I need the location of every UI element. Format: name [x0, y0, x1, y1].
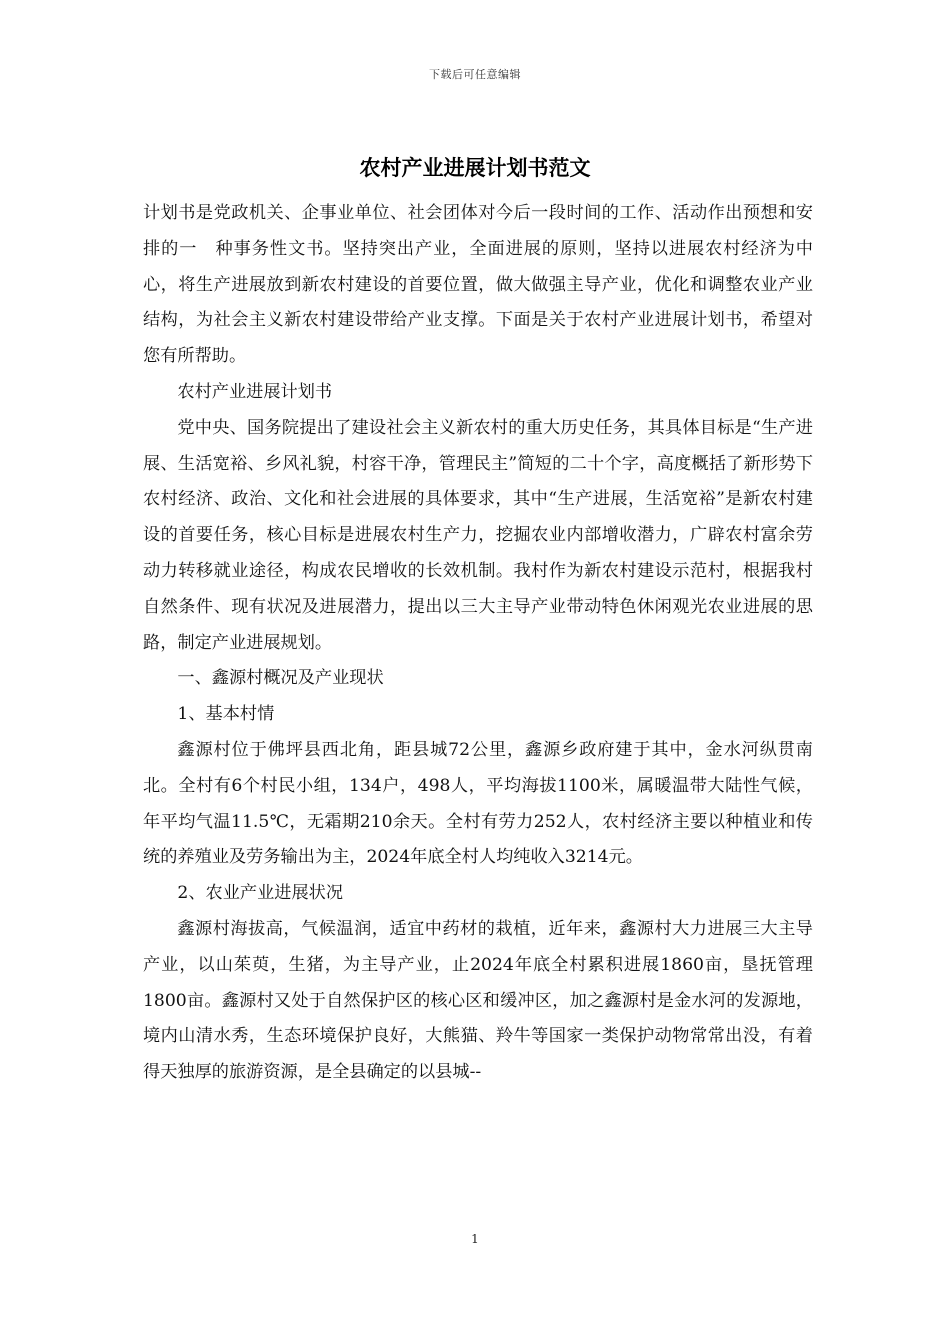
body-paragraph: 鑫源村位于佛坪县西北角，距县城72公里，鑫源乡政府建于其中，金水河纵贯南北。全村有6个村民小组，134户，498人，平均海拔1100米，属暖温带大陆性气候，年平均气温11.5℃，无霜期210余天。全村有劳力252人，农村经济主要以种植业和传统的养殖业及劳务输出为主，2024年底全村人均纯收入3214元。 [143, 739, 813, 868]
document-body [143, 196, 813, 1091]
section-heading: 一、鑫源村概况及产业现状 [177, 668, 384, 689]
header-note: 下载后可任意编辑 [429, 68, 521, 81]
intro-paragraph: 计划书是党政机关、企事业单位、社会团体对今后一段时间的工作、活动作出预想和安排的一 种事务性文书。坚持突出产业，全面进展的原则，坚持以进展农村经济为中心，将生产进展放到新农村建设的首要位置，做大做强主导产业，优化和调整农业产业结构，为社会主义新农村建设带给产业支撑。下面是关于农村产业进展计划书，希望对您有所帮助。 [143, 203, 813, 367]
subsection-heading: 1、基本村情 [177, 704, 275, 725]
subtitle-paragraph: 农村产业进展计划书 [177, 381, 333, 402]
body-paragraph: 党中央、国务院提出了建设社会主义新农村的重大历史任务，其具体目标是“生产进展、生活宽裕、乡风礼貌，村容干净，管理民主”简短的二十个字，高度概括了新形势下农村经济、政治、文化和社会进展的具体要求，其中“生产进展，生活宽裕”是新农村建设的首要任务，核心目标是进展农村生产力，挖掘农业内部增收潜力，广辟农村富余劳动力转移就业途径，构成农民增收的长效机制。我村作为新农村建设示范村，根据我村自然条件、现有状况及进展潜力，提出以三大主导产业带动特色休闲观光农业进展的思路，制定产业进展规划。 [143, 417, 813, 653]
page-number: 1 [471, 1232, 479, 1246]
body-paragraph: 鑫源村海拔高，气候温润，适宜中药材的栽植，近年来，鑫源村大力进展三大主导产业，以山茱萸，生猪，为主导产业，止2024年底全村累积进展1860亩，垦抚管理1800亩。鑫源村又处于自然保护区的核心区和缓冲区，加之鑫源村是金水河的发源地，境内山清水秀，生态环境保护良好，大熊猫、羚牛等国家一类保护动物常常出没，有着得天独厚的旅游资源，是全县确定的以县城-- [143, 918, 813, 1083]
subsection-heading: 2、农业产业进展状况 [177, 883, 344, 904]
document-title: 农村产业进展计划书范文 [359, 155, 591, 180]
